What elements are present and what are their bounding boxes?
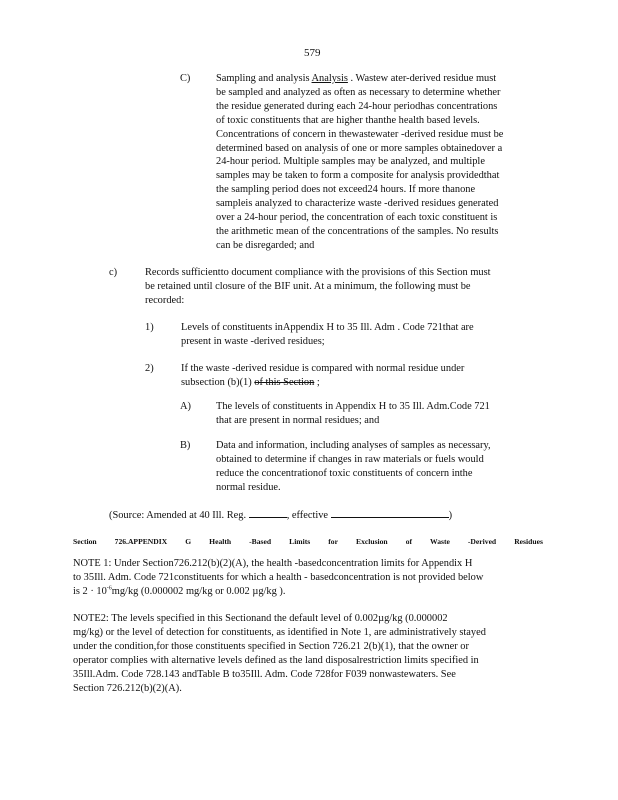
item-C-line: Concentrations of concern in thewastewater -derived residue must be: [216, 128, 504, 140]
heading-word: G: [185, 537, 192, 546]
item-C-line: of toxic constituents that are higher thanthe health based levels.: [216, 114, 480, 126]
source-effective-text: , effective: [286, 510, 329, 521]
heading-word: Waste: [430, 537, 450, 546]
note-2-line: NOTE2: The levels specified in this Sectionand the default level of 0.002µg/kg (0.000002: [73, 613, 448, 624]
item-2-line: [181, 376, 511, 390]
note-2-line: 35Ill.Adm. Code 728.143 andTable B to35Ill. Adm. Code 728for F039 nonwastewaters. See: [73, 668, 456, 680]
section-heading: [73, 535, 543, 549]
exponent: -6: [106, 585, 112, 592]
item-2A-label: A): [180, 401, 191, 412]
note-2-line: Section 726.212(b)(2)(A).: [73, 682, 182, 694]
item-2A-line: that are present in normal residues; and: [216, 414, 380, 426]
item-c-text: [145, 266, 543, 308]
heading-word: Section: [73, 537, 97, 546]
item-2A-line: The levels of constituents in Appendix H to 35 Ill. Adm.Code 721: [216, 401, 490, 412]
item-C-text: [216, 72, 543, 253]
item-C-line: the sampling period does not exceed24 hours. If more thanone: [216, 184, 476, 196]
heading-word: -Derived: [467, 537, 497, 546]
item-C-line: over a 24-hour period, the concentration of each toxic constituent is: [216, 212, 498, 224]
note-2-line: mg/kg) or the level of detection for constituents, as identified in Note 1, are administratively stayed: [73, 626, 486, 638]
source-note: [109, 507, 529, 523]
item-C-label: C): [180, 73, 191, 84]
item-c-label: c): [109, 267, 118, 278]
struck-text: of this Section: [254, 376, 315, 388]
item-C-line: be sampled and analyzed as often as necessary to determine whether: [216, 86, 501, 98]
item-C-line-text: Wastew ater-derived residue must: [355, 73, 497, 84]
item-1-text: [181, 321, 511, 349]
item-2-line-end: ;: [314, 376, 320, 388]
heading-word: Health: [209, 537, 232, 546]
note-1-line-text: is 2 · 10: [73, 585, 107, 597]
item-C-line: determined based on analysis of one or more samples obtainedover a: [216, 142, 503, 154]
item-2B-label: B): [180, 440, 191, 451]
item-2B-line: normal residue.: [216, 481, 281, 493]
note-1-line: NOTE 1: Under Section726.212(b)(2)(A), the health -basedconcentration limits for Appendix H: [73, 558, 473, 569]
item-C-title-post: .: [347, 73, 354, 84]
item-2A-text: [216, 400, 541, 428]
note-2-line: under the condition,for those constituents specified in Section 726.21 2(b)(1), that the owner or: [73, 640, 469, 652]
item-C-line: can be disregarded; and: [216, 239, 315, 251]
item-C-line: [216, 72, 543, 86]
note-1-line-end: mg/kg (0.000002 mg/kg or 0.002 µg/kg ).: [111, 585, 286, 597]
heading-word: Limits: [289, 537, 311, 546]
item-c-line: be retained until closure of the BIF unit. At a minimum, the following must be: [145, 280, 471, 292]
item-C-title-underlined: Analysis: [311, 73, 348, 84]
source-line: [109, 507, 529, 523]
item-C-line: 24-hour period. Multiple samples may be analyzed, and multiple: [216, 156, 485, 168]
item-2B-text: [216, 439, 541, 495]
page-number: 579: [304, 47, 321, 59]
item-C-line: the arithmetic mean of the concentrations of the samples. No results: [216, 225, 499, 237]
item-2B-line: reduce the concentrationof toxic constituents of concern inthe: [216, 467, 473, 479]
blank-date: [331, 507, 449, 518]
item-2-text: [181, 362, 511, 390]
source-close: ): [448, 510, 453, 521]
heading-word: for: [328, 537, 338, 546]
note-1: [73, 557, 543, 599]
note-2: [73, 612, 543, 695]
item-1-line: Levels of constituents inAppendix H to 35 Ill. Adm . Code 721that are: [181, 322, 474, 333]
item-2B-line: Data and information, including analyses of samples as necessary,: [216, 440, 491, 451]
source-amended-text: (Source: Amended at 40 Ill. Reg.: [109, 510, 247, 521]
item-1-line: present in waste -derived residues;: [181, 335, 325, 347]
item-C-line: sampleis analyzed to characterize waste -derived residues generated: [216, 198, 499, 210]
item-C-line: the residue generated during each 24-hour periodhas concentrations: [216, 100, 498, 112]
note-1-line: [73, 585, 543, 599]
heading-word: Exclusion: [356, 537, 388, 546]
item-2-line: If the waste -derived residue is compared with normal residue under: [181, 363, 465, 374]
item-c-line: Records sufficientto document compliance with the provisions of this Section must: [145, 267, 491, 278]
heading-word: of: [405, 537, 413, 546]
heading-word: Residues: [514, 537, 543, 546]
item-2-line-text: subsection (b)(1): [181, 376, 255, 388]
item-2B-line: obtained to determine if changes in raw materials or fuels would: [216, 453, 484, 465]
note-1-line: to 35Ill. Adm. Code 721constituents for which a health - basedconcentration is not provided below: [73, 571, 484, 583]
item-c-line: recorded:: [145, 294, 185, 306]
heading-word: -Based: [249, 537, 272, 546]
item-C-line: samples may be taken to form a composite for analysis providedthat: [216, 170, 500, 182]
item-1-label: 1): [145, 322, 154, 333]
blank-volume: [249, 507, 287, 518]
item-C-title: Sampling and analysis: [216, 73, 312, 84]
note-2-line: operator complies with alternative levels defined as the land disposalrestriction limits specified in: [73, 654, 479, 666]
heading-word: 726.APPENDIX: [114, 537, 168, 546]
item-2-label: 2): [145, 363, 154, 374]
